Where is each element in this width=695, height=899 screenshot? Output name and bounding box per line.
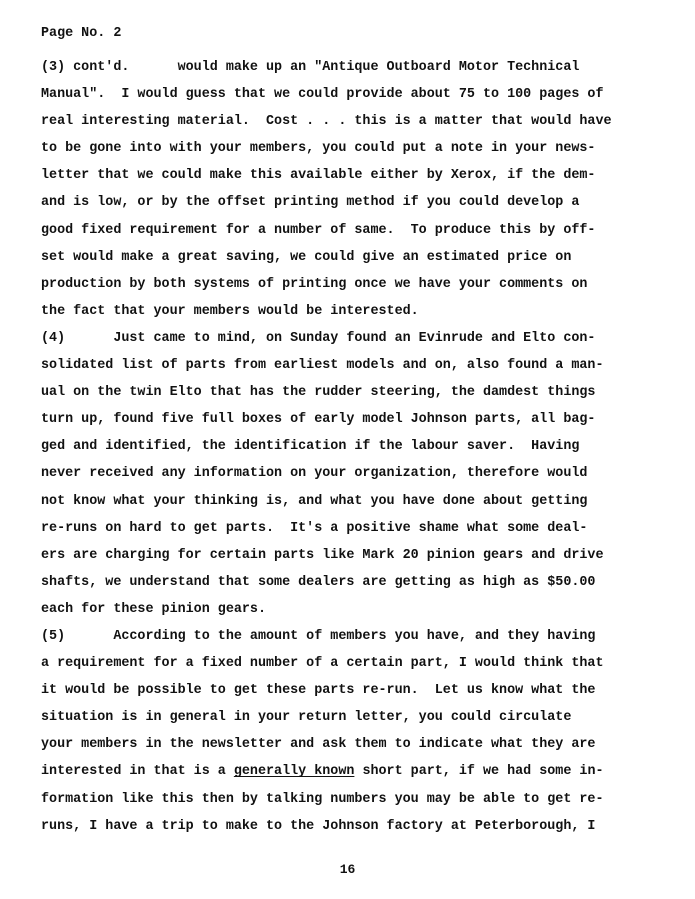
underlined-phrase: generally known bbox=[233, 764, 355, 780]
text-line-17: not know what your thinking is, and what you have done about getting bbox=[41, 493, 588, 509]
text-line-13: ual on the twin Elto that has the rudder steering, the damdest things bbox=[41, 385, 596, 401]
text-line-25: situation is in general in your return letter, you could circulate bbox=[41, 710, 572, 726]
text-line-7: good fixed requirement for a number of same. To produce this by off- bbox=[41, 222, 596, 238]
text-line-9: production by both systems of printing once we have your comments on bbox=[41, 276, 588, 292]
text-line-21: each for these pinion gears. bbox=[41, 601, 266, 617]
text-line-14: turn up, found five full boxes of early model Johnson parts, all bag- bbox=[41, 412, 596, 428]
text-line-8: set would make a great saving, we could give an estimated price on bbox=[41, 249, 572, 265]
text-line-29: runs, I have a trip to make to the Johnson factory at Peterborough, I bbox=[41, 818, 596, 834]
text-line-27-start: interested in that is a bbox=[41, 764, 234, 780]
text-line-24: it would be possible to get these parts re-run. Let us know what the bbox=[41, 683, 596, 699]
text-line-19: ers are charging for certain parts like Mark 20 pinion gears and drive bbox=[41, 547, 604, 563]
text-line-10: the fact that your members would be interested. bbox=[41, 303, 419, 319]
text-line-23: a requirement for a fixed number of a certain part, I would think that bbox=[41, 656, 604, 672]
text-line-16: never received any information on your organization, therefore would bbox=[41, 466, 588, 482]
page-number: 16 bbox=[339, 862, 356, 877]
text-line-18: re-runs on hard to get parts. It's a positive shame what some deal- bbox=[41, 520, 588, 536]
text-line-6: and is low, or by the offset printing method if you could develop a bbox=[41, 195, 580, 211]
text-line-15: ged and identified, the identification if the labour saver. Having bbox=[41, 439, 580, 455]
page-header: Page No. 2 bbox=[41, 26, 122, 41]
body-text bbox=[41, 54, 681, 840]
text-line-27-end: short part, if we had some in- bbox=[354, 764, 604, 780]
text-line-1: (3) cont'd. would make up an "Antique Outboard Motor Technical bbox=[41, 60, 580, 75]
text-line-2: Manual". I would guess that we could provide about 75 to 100 pages of bbox=[41, 87, 604, 103]
text-line-27 bbox=[41, 758, 681, 785]
text-line-12: solidated list of parts from earliest models and on, also found a man- bbox=[41, 358, 604, 374]
text-line-20: shafts, we understand that some dealers are getting as high as $50.00 bbox=[41, 574, 596, 590]
text-line-26: your members in the newsletter and ask them to indicate what they are bbox=[41, 737, 596, 753]
text-line-3: real interesting material. Cost . . . this is a matter that would have bbox=[41, 114, 612, 130]
text-line-5: letter that we could make this available either by Xerox, if the dem- bbox=[41, 168, 596, 184]
text-line-22: (5) According to the amount of members you have, and they having bbox=[41, 628, 596, 644]
text-line-28: formation like this then by talking numbers you may be able to get re- bbox=[41, 791, 604, 807]
text-line-4: to be gone into with your members, you could put a note in your news- bbox=[41, 141, 596, 157]
text-line-11: (4) Just came to mind, on Sunday found an Evinrude and Elto con- bbox=[41, 330, 596, 346]
